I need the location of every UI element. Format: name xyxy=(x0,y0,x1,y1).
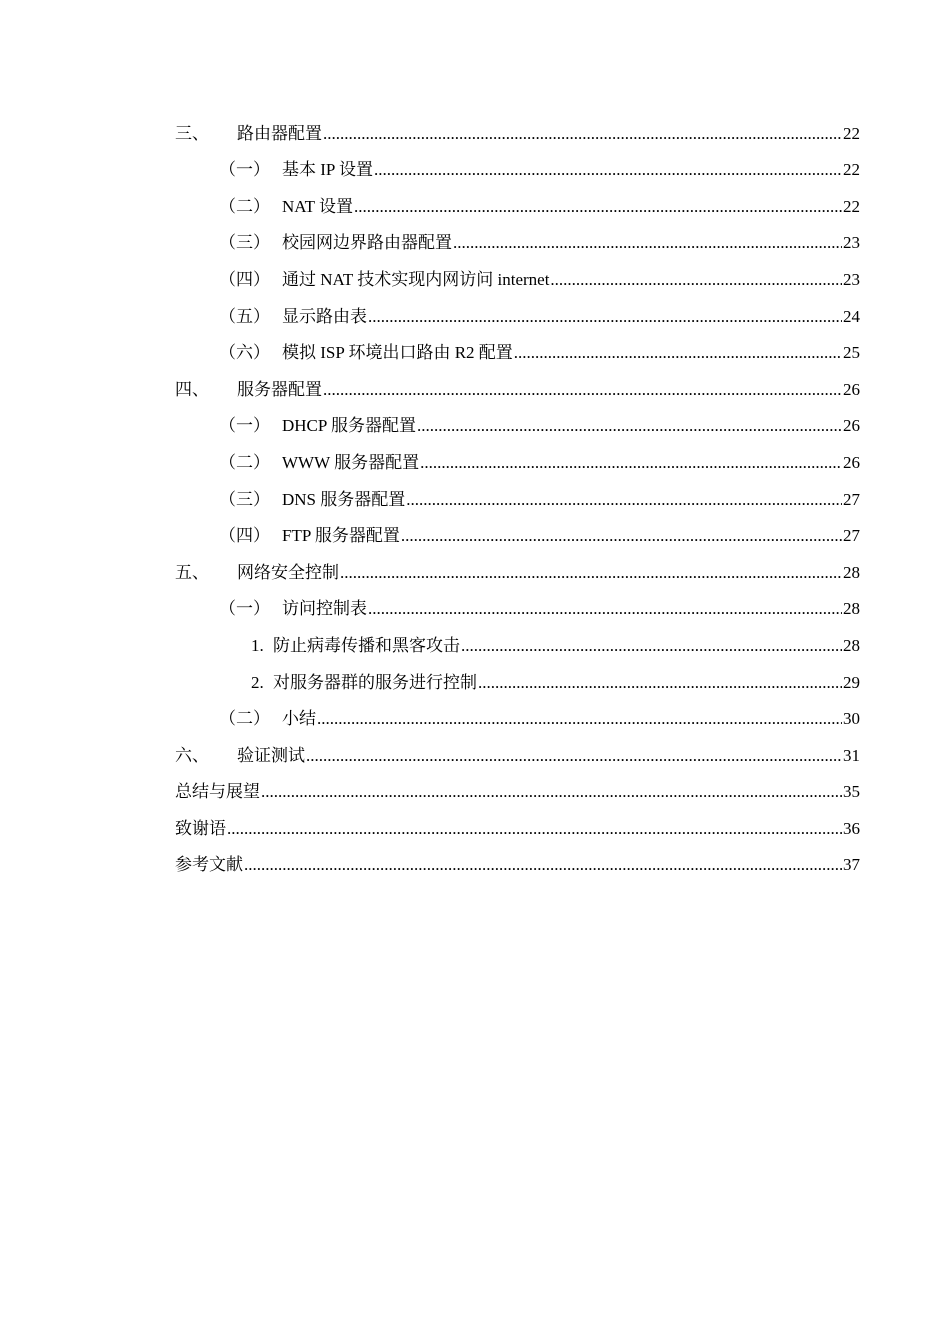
toc-title: DNS 服务器配置 xyxy=(282,489,406,509)
toc-page-number: 28 xyxy=(843,562,860,582)
toc-title: 对服务器群的服务进行控制 xyxy=(273,672,477,692)
toc-number: 五、 xyxy=(175,562,209,582)
toc-page-number: 25 xyxy=(843,343,860,363)
toc-title: 模拟 ISP 环境出口路由 R2 配置 xyxy=(282,343,513,363)
dot-leader xyxy=(323,123,842,145)
toc-number: （四） xyxy=(219,269,270,289)
dot-leader xyxy=(227,818,842,840)
toc-title: 小结 xyxy=(282,709,316,729)
toc-page-number: 26 xyxy=(843,452,860,472)
toc-title: 显示路由表 xyxy=(282,306,367,326)
toc-entry[interactable] xyxy=(175,767,860,804)
toc-page-number: 22 xyxy=(843,123,860,143)
toc-page-number: 36 xyxy=(843,818,860,838)
toc-number: 四、 xyxy=(175,379,209,399)
toc-entry[interactable] xyxy=(175,401,860,438)
toc-page-number: 22 xyxy=(843,160,860,180)
toc-entry[interactable] xyxy=(175,218,860,255)
toc-page-number: 27 xyxy=(843,489,860,509)
toc-entry[interactable] xyxy=(175,694,860,731)
toc-entry[interactable] xyxy=(175,254,860,291)
toc-entry[interactable] xyxy=(175,328,860,365)
dot-leader xyxy=(317,708,842,730)
toc-entry[interactable] xyxy=(175,145,860,182)
toc-title: 基本 IP 设置 xyxy=(282,160,373,180)
dot-leader xyxy=(354,196,842,218)
toc-page-number: 37 xyxy=(843,855,860,875)
toc-number: （二） xyxy=(219,452,270,472)
dot-leader xyxy=(323,379,842,401)
toc-title: FTP 服务器配置 xyxy=(282,526,400,546)
toc-page-number: 28 xyxy=(843,599,860,619)
toc-number: （三） xyxy=(219,233,270,253)
toc-title: 防止病毒传播和黑客攻击 xyxy=(273,635,460,655)
toc-entry[interactable] xyxy=(175,474,860,511)
toc-title: 致谢语 xyxy=(175,818,226,838)
toc-page-number: 30 xyxy=(843,709,860,729)
toc-page-number: 24 xyxy=(843,306,860,326)
toc-title: 服务器配置 xyxy=(237,379,322,399)
dot-leader xyxy=(368,306,842,328)
dot-leader xyxy=(453,232,842,254)
toc-number: （四） xyxy=(219,526,270,546)
toc-number: （六） xyxy=(219,343,270,363)
toc-title: 参考文献 xyxy=(175,855,243,875)
dot-leader xyxy=(401,525,842,547)
toc-number: 六、 xyxy=(175,745,209,765)
toc-page-number: 22 xyxy=(843,196,860,216)
dot-leader xyxy=(514,342,842,364)
toc-title: 网络安全控制 xyxy=(237,562,339,582)
toc-page-number: 28 xyxy=(843,635,860,655)
toc-entry[interactable] xyxy=(175,547,860,584)
toc-page-number: 26 xyxy=(843,416,860,436)
toc-entry[interactable] xyxy=(175,730,860,767)
toc-number: （一） xyxy=(219,416,270,436)
toc-page-number: 27 xyxy=(843,526,860,546)
toc-entry[interactable] xyxy=(175,620,860,657)
toc-number: （一） xyxy=(219,599,270,619)
toc-title: 校园网边界路由器配置 xyxy=(282,233,452,253)
dot-leader xyxy=(368,598,842,620)
toc-page-number: 26 xyxy=(843,379,860,399)
toc-entry[interactable] xyxy=(175,364,860,401)
toc-entry[interactable] xyxy=(175,291,860,328)
toc-title: 验证测试 xyxy=(237,745,305,765)
toc-page-number: 23 xyxy=(843,233,860,253)
toc-page-number: 35 xyxy=(843,782,860,802)
toc-entry[interactable] xyxy=(175,181,860,218)
toc-page-number: 29 xyxy=(843,672,860,692)
toc-entry[interactable] xyxy=(175,657,860,694)
toc-number: （二） xyxy=(219,709,270,729)
dot-leader xyxy=(306,745,842,767)
dot-leader xyxy=(261,781,842,803)
toc-number: （五） xyxy=(219,306,270,326)
dot-leader xyxy=(244,854,842,876)
toc-title: 访问控制表 xyxy=(282,599,367,619)
toc-number: 2. xyxy=(251,672,264,692)
toc-title: DHCP 服务器配置 xyxy=(282,416,416,436)
dot-leader xyxy=(550,269,842,291)
toc-title: 总结与展望 xyxy=(175,782,260,802)
toc-entry[interactable] xyxy=(175,803,860,840)
toc-entry[interactable] xyxy=(175,108,860,145)
toc-number: 1. xyxy=(251,635,264,655)
toc-number: （二） xyxy=(219,196,270,216)
dot-leader xyxy=(417,415,842,437)
dot-leader xyxy=(461,635,842,657)
toc-title: 通过 NAT 技术实现内网访问 internet xyxy=(282,269,550,289)
toc-page-number: 23 xyxy=(843,269,860,289)
dot-leader xyxy=(406,489,842,511)
toc-entry[interactable] xyxy=(175,511,860,548)
toc-entry[interactable] xyxy=(175,584,860,621)
toc-entry[interactable] xyxy=(175,437,860,474)
toc-number: 三、 xyxy=(175,123,209,143)
toc-page-number: 31 xyxy=(843,745,860,765)
toc-title: NAT 设置 xyxy=(282,196,353,216)
dot-leader xyxy=(420,452,842,474)
toc-number: （一） xyxy=(219,160,270,180)
toc-entry[interactable] xyxy=(175,840,860,877)
dot-leader xyxy=(478,672,842,694)
dot-leader xyxy=(374,159,842,181)
toc-title: 路由器配置 xyxy=(237,123,322,143)
toc-number: （三） xyxy=(219,489,270,509)
toc-title: WWW 服务器配置 xyxy=(282,452,420,472)
table-of-contents xyxy=(175,108,860,876)
dot-leader xyxy=(340,562,842,584)
